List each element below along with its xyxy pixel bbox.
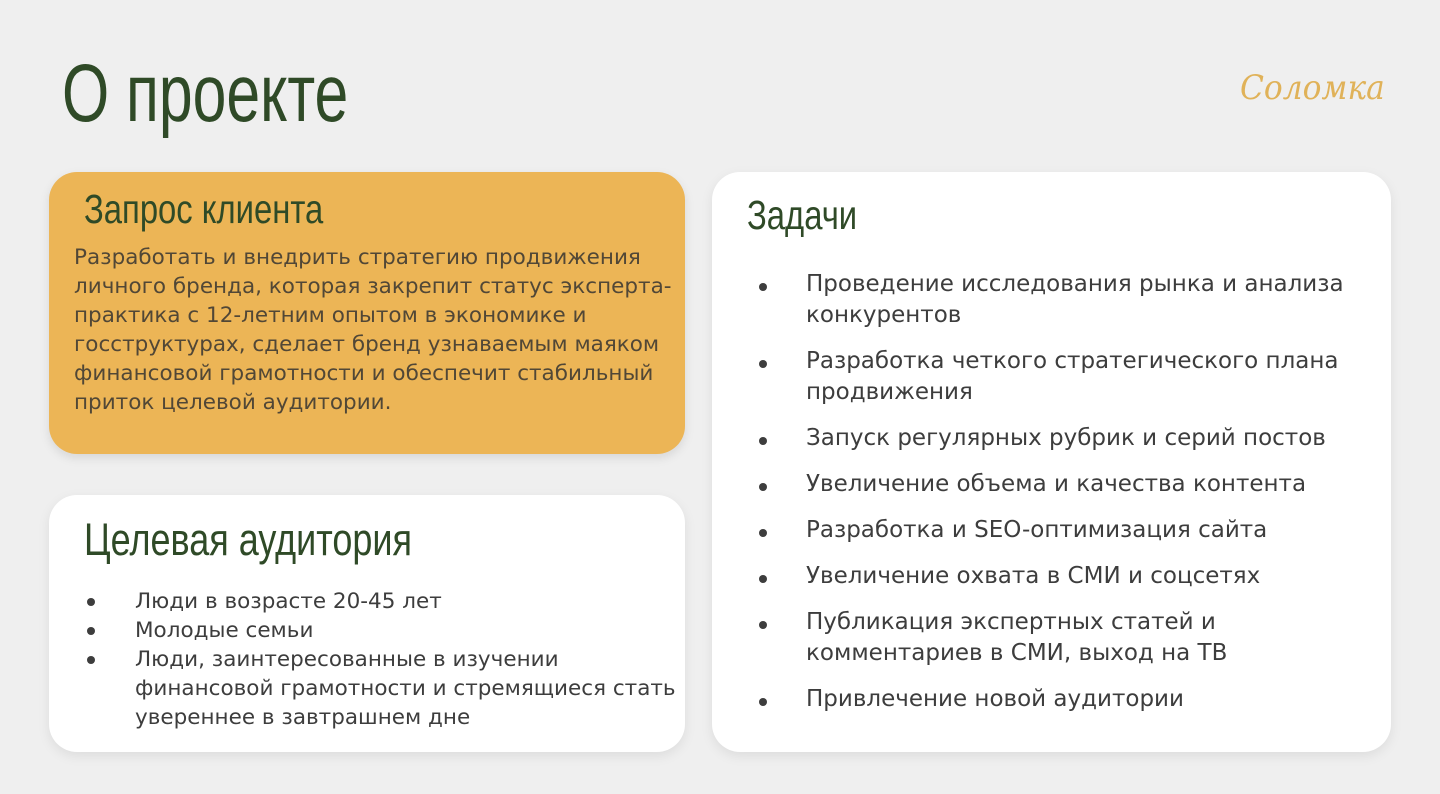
task-item-text: Увеличение охвата в СМИ и соцсетях [806,563,1261,589]
task-list-item [712,423,1391,454]
bullet-icon [87,627,95,635]
client-request-text: Разработать и внедрить стратегию продвижения личного бренда, которая закрепит статус эксперта-практика с 12-летним опытом в экономике и госструктурах, сделает бренд узнаваемым маяком финансовой грамотности и обеспечит стабильный приток целевой аудитории. [74,245,672,415]
bullet-icon [759,621,767,629]
brand-logo: Соломка [1240,68,1385,108]
tasks-card [712,172,1391,752]
target-audience-card [49,495,685,752]
task-item-text: Привлечение новой аудитории [806,686,1184,712]
task-list-item [712,515,1391,546]
task-item-text: Публикация экспертных статей и комментариев в СМИ, выход на ТВ [806,609,1228,666]
client-request-heading: Запрос клиента [84,186,324,232]
audience-item-text: Люди, заинтересованные в изучении финансовой грамотности и стремящиеся стать увереннее в завтрашнем дне [135,647,676,730]
bullet-icon [759,575,767,583]
bullet-icon [759,360,767,368]
bullet-icon [759,529,767,537]
task-item-text: Увеличение объема и качества контента [806,471,1307,497]
task-item-text: Разработка четкого стратегического плана продвижения [806,348,1339,405]
bullet-icon [87,656,95,664]
audience-item-text: Люди в возрасте 20-45 лет [135,589,442,614]
task-list-item [712,561,1391,592]
task-item-text: Проведение исследования рынка и анализа конкурентов [806,271,1344,328]
audience-item-text: Молодые семьи [135,618,314,643]
task-list-item [712,469,1391,500]
bullet-icon [759,698,767,706]
target-audience-heading: Целевая аудитория [84,514,412,565]
bullet-icon [87,598,95,606]
task-item-text: Запуск регулярных рубрик и серий постов [806,425,1326,451]
audience-list-item [49,645,685,732]
task-list-item [712,684,1391,715]
audience-list-item [49,587,685,616]
page-title: О проекте [62,48,349,139]
task-list-item [712,269,1391,331]
bullet-icon [759,483,767,491]
task-list-item [712,346,1391,408]
bullet-icon [759,437,767,445]
target-audience-list [49,587,685,732]
task-item-text: Разработка и SEO-оптимизация сайта [806,517,1268,543]
tasks-list [712,269,1391,730]
task-list-item [712,607,1391,669]
client-request-card [49,172,685,454]
bullet-icon [759,283,767,291]
tasks-heading: Задачи [747,192,858,238]
audience-list-item [49,616,685,645]
